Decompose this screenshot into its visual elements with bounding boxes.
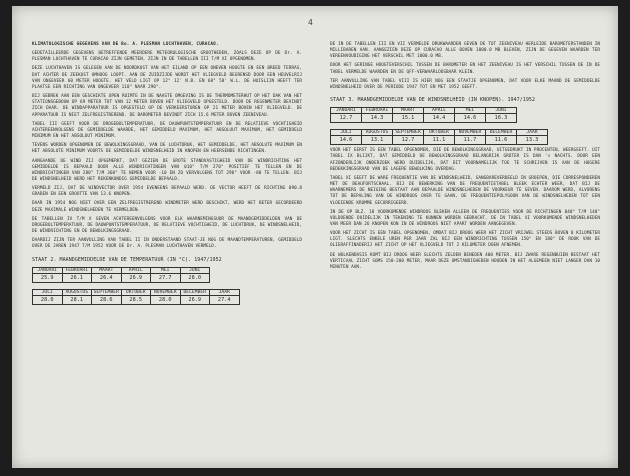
table-cell: 14.3 (362, 114, 393, 123)
windspeed-table (330, 107, 600, 145)
month-header: MAART (92, 267, 122, 273)
paragraph: IN DE OP BLZ. 18 VOORKOMENDE WINDROOS BLEKEN ALLEEN DE FREQUENTIES VOOR DE RICHTINGEN 040° T/M 140° VOLDOENDE DUIDELIJK IN TEKENING TE KUNNEN WORDEN GEBRACHT. DE IN TABEL XI VOORKOMENDE WINDSNELHEDEN VAN MEER DAN 26 KNOPEN KON IN DE WINDROOS NIET APART WORDEN AANGEGEVEN. (330, 209, 603, 227)
paragraph: DOOR HET GERINGE HOOGTEVERSCHIL TUSSEN DE BAROMETER EN HET ZEENIVEAU IS HET VERSCHIL TUSSEN DE IN DE TABEL VERMELDE WAARDEN EN DE QFF-VERWAARLOOSBAAR KLEIN. (330, 63, 603, 75)
table-cell: 12.7 (393, 136, 424, 145)
month-header: JAAR (517, 130, 548, 136)
table-cell: 14.6 (331, 136, 362, 145)
paragraph: AANGAANDE DE WIND ZIJ OPGEMERKT, DAT GEZIEN DE GROTE STANDVASTIGHEID VAN DE WINDRICHTING HET GEMIDDELDE IS BEPAALD DOOR ALLE WINDRICHTINGEN VAN 010° T/M 270° POSITIEF TE TELLEN EN DE WINDRICHTINGEN VAN 280° T/M 360° TE NEMEN VOOR -10 EN ZO VERVOLGENS TOT 290° VOOR -80 TE TELLEN. BIJ DE WINDSNELHEID WERD HET REKENKUNDIG GEMIDDELDE BEPAALD. (32, 158, 305, 182)
month-header: JANUARI (331, 108, 362, 114)
table-cell: 15.1 (393, 114, 424, 123)
paragraph: VOOR HET EERST IS EEN TABEL OPGENOMEN, DIE DE BEWOLKINGSGRAAD, UITGEDRUKT IN PROCENTEN, WEERGEEFT. UIT TABEL IX BLIJKT, DAT GEMIDDELD DE BEWOLKINGSGRAAD BELANGRIJK GROTER IS DAN 's NACHTS. DOOR EEN AFZONDERLIJK ONDERZOEK WERD DUIDELIJK, DAT DIT VOORNAMELIJK TOE TE SCHRIJVEN IS AAN DE HOGERE BEDEKKINGSGRAAD VAN DE LAGERE BEWOLKING OVERDAG. (330, 148, 603, 172)
table-cell: 27.7 (151, 273, 181, 282)
month-header: JULI (33, 289, 63, 295)
table-cell: 13.1 (362, 136, 393, 145)
table-cell: 28.1 (62, 295, 92, 304)
paragraph: TABEL III GEEFT VOOR DE DROGEBOLTEMPERATUUR, DE DAUWPUNTSTEMPERATUUR EN DE RELATIEVE VOCHTIGHEID ACHTEREENVOLGENS DE GEMIDDELDE WAARDE, HET GEMIDDELD MAXIMUM, HET ABSOLUUT MAXIMUM, HET GEMIDDELD MINIMUM EN HET ABSOLUUT MINIMUM. (32, 121, 305, 140)
paragraph: DAARBIJ ZIJN TER AANVULLING VAN TABEL II IN ONDERSTAAND STAAT-JE NOG DE MAANDTEMPERATUREN, GEMIDDELD OVER DE JAREN 1947 T/M 1952 VOOR DE Dr. A. PLESMAN LUCHTHAVEN VERMELD. (32, 238, 305, 250)
month-header: APRIL (424, 108, 455, 114)
table-title: STAAT 2. MAANDGEMIDDELDE VAN DE TEMPERATUUR (IN °C). 1947/1952 (32, 256, 222, 263)
paragraph: DE TABELLEN IV T/M X GEVEN ACHTEREENVOLGENS VOOR ELK WAARNEMINGSUUR DE MAANDGEMIDDELDEN VAN DE DROGEBOLTEMPERATUUR, DE DAUWPUNTSTEMPERATUUR, DE RELATIEVE VOCHTIGHEID, DE LUCHTDRUK, DE WINDSNELHEID, DE WINDRICHTING EN DE BEWOLKINGSGRAAD. (32, 216, 305, 235)
table-cell: 28.0 (33, 295, 63, 304)
month-header: NOVEMBER (151, 289, 181, 295)
month-header: SEPTEMBER (92, 289, 122, 295)
table-cell: 27.4 (210, 295, 240, 304)
table-cell: 11.7 (455, 136, 486, 145)
month-header: FEBRUARI (62, 267, 92, 273)
paragraph: TABEL XI GEEFT DE WARE FREQUENTIE VAN DE WINDSNELHEID, GANGBAREVERDEELD IN GROEPEN, DIE CORRESPONDEREN MET DE BEAUFORTSCHAAL. BIJ DE BEWERKING VAN DE FREQUENTIETABEL BLEEK ECHTER WEER, DAT BIJ DE WAARNEMERS DE NEIGING BESTAAT AAN BEPAALDE WINDSNELHEDEN DE VOORKEUR TE GEVEN. DAAROM WERD, ALVORENS TOT DE BEPALING VAN DE WINDROOS OVER TE GAAN, DE FREQUENTIEPOLYGOON VAN DE WINDSNELHEDEN TOT EEN VLOEIENDE KROMME GECORRIGEERD. (330, 175, 603, 206)
table-cell: 11.6 (486, 136, 517, 145)
month-header: AUGUSTUS (362, 130, 393, 136)
month-header: JUNI (486, 108, 517, 114)
table-cell: 28.0 (151, 295, 181, 304)
table-cell: 12.7 (331, 114, 362, 123)
paragraph: BIJ GEBREK AAN EEN GESCHIKTE OPEN RUIMTE IN DE NAASTE OMGEVING IS DE THERMOMETERHUT OP HET DAK VAN HET STATIONSGEBOUW OP 69 METER TOT VAN 12 METER BOVEN HET VLIEGVELD OPGESTELD. DOOR DE REGENMETER BEVINDT ZICH DAAR. DE WINDAPPARATUUR IS OPGESTELD OP DE VERKEERSTOREN OP 21 METER BOVEN HET VLIEGVELD. DE APPARATUUR IS NIET ZELFREGISTREREND. DE BAROMETER BEVINDT ZICH 15.6 METER BOVEN ZEENIVEAU. (32, 94, 305, 118)
month-header: MAART (393, 108, 424, 114)
paragraph: TER AANVULLING VAN TABEL VIII IS HIER NOG EEN STAATJE OPGENOMEN, DAT VOOR ELKE MAAND DE GEMIDDELDE WINDSNELHEID OVER DE PERIODE 1947 TOT EN MET 1952 GEEFT. (330, 78, 603, 90)
table-cell: 26.9 (180, 295, 210, 304)
table-cell: 26.4 (92, 273, 122, 282)
month-header: OKTOBER (121, 289, 151, 295)
paragraph: VERMELD ZIJ, DAT DE WINDVECTOR OVER 1954 EVENEENS BEPAALD WERD. DE VECTOR HEEFT DE RICHTING 090.8 GRADEN EN EEN GROOTTE VAN 13.6 KNOPEN. (32, 186, 305, 198)
document-title: KLIMATOLOGISCHE GEGEVENS VAN DE Bo. A. PLESMAN LUCHTHAVEN, CURACAO. (32, 42, 219, 47)
table-cell: 25.9 (33, 273, 63, 282)
paragraph: VOOR HET ZICHT IS EEN TABEL OPGENOMEN, OMDAT BIJ DROOG WEER HET ZICHT VRIJWEL STEEDS BOVEN 8 KILOMETER LIGT. SLECHTS ENKELE UREN PER JAAR ZAL BIJ EEN WINDRICHTING TUSSEN 150° EN 180° DE ROOK VAN DE OLIERAFFINADERIJ HET ZICHT OP HET VLIEGVELD TOT 2 KILOMETER DOEN AFNEMEN. (330, 231, 603, 249)
table-cell: 11.1 (424, 136, 455, 145)
paragraph: TEVENS WORDEN OPGENOMEN DE BEWOLKINGSGRAAD, VAN DE LUCHTDRUK, HET GEMIDDELDE, HET ABSOLUTE MAXIMUM EN HET ABSOLUTE MINIMUM VOORTS DE GEMIDDELDE WINDSNELHEID IN KNOPEN EN HEERSENDE RICHTINGEN. (32, 143, 305, 155)
paragraph: DAAR IN 1954 NOG NIET OVER EEN ZELFREGISTREREND WINDMETER WERD BESCHIKT, WERD HET BETER GECORDEERD DEZE MAXIMALE WINDSNELHEDEN TE VERMELDEN. (32, 201, 305, 213)
paragraph: DE WOLKENBASIS KOMT BIJ DROOG WEER SLECHTS ZELDEN BENEDEN 400 METER. BIJ ZWARE REGENBUIEN BESTAAT HET VERTICAAL ZICHT SOMS 150-200 METER, MAAR DEZE OMSTANDIGHEDEN HOUDEN IN HET ALGEMEEN NIET LANGER DAN 10 MINUTEN AAN. (330, 252, 603, 270)
temperature-table (32, 267, 302, 305)
document-page (12, 6, 618, 468)
table-cell: 28.0 (180, 273, 210, 282)
month-header: JANUARI (33, 267, 63, 273)
month-header: DECEMBER (486, 130, 517, 136)
month-header: MEI (455, 108, 486, 114)
table-cell: 14.6 (455, 114, 486, 123)
month-header: NOVEMBER (455, 130, 486, 136)
table-cell: 28.5 (121, 295, 151, 304)
paragraph: GEDETAILLEERDE GEGEVENS BETREFFENDE MEERDERE METEOROLOGISCHE GROOTHEDEN, ZOALS DEZE OP DE Dr. A. PLESMAN LUCHTHAVEN TE CURACAO ZIJN GEMETEN, ZIJN IN DE TABELLEN III T/M XI OPGENOMEN. (32, 51, 305, 63)
month-header: JUNI (180, 267, 210, 273)
page-number: 4 (308, 18, 313, 27)
paragraph: DE IN DE TABELLEN III EN VII VERMELDE DRUKWAARDEN GEVEN DE TOT ZEENIVEAU HERLEIDE BAROMETERSTANDEN IN MILLIBAREN AAN. AANGEZIEN DEZE OP CURACAO ALLE BOVEN 1000.0 MB BLEVEN, ZIJN DE GEGEVEN WAARDEN TER VEREENVOUDIGING HET VERSCHIL MET 1000.0 MB. (330, 42, 603, 60)
table-cell: 28.6 (92, 295, 122, 304)
month-header: JAAR (210, 289, 240, 295)
month-header: AUGUSTUS (62, 289, 92, 295)
right-column (330, 42, 603, 274)
month-header: MEI (151, 267, 181, 273)
month-header: FEBRUARI (362, 108, 393, 114)
month-header: APRIL (121, 267, 151, 273)
month-header: SEPTEMBER (393, 130, 424, 136)
month-header: JULI (331, 130, 362, 136)
table-cell: 13.3 (517, 136, 548, 145)
table-title: STAAT 3. MAANDGEMIDDELDE VAN DE WINDSNELHEID (IN KNOPEN). 1947/1952 (330, 97, 536, 104)
table-cell: 14.4 (424, 114, 455, 123)
table-cell: 26.1 (62, 273, 92, 282)
paragraph: DEZE LUCHTHAVEN IS GELEGEN AAN DE NOORDKUST VAN HET EILAND OP EEN ONEVEN HOOGTE EN EEN BREED TERRAS, DAT ACHTER DE ZEEKUST OMHOOG LOOPT. AAN DE ZUIDZIJDE WORDT HET VLIEGVELD BEGRENSD DOOR EEN HEUVELRIJ VAN ONGEVEER 60 METER HOOGTE. HET VELD LIGT OP 12° 12' N.B. EN 68° 58' W.L. DE HUISLIJN HEEFT TER PLAATSE EEN RICHTING VAN ONGEVEER 110° NAAR 290°. (32, 66, 305, 90)
month-header: DECEMBER (180, 289, 210, 295)
left-column (32, 42, 305, 308)
table-cell: 26.9 (121, 273, 151, 282)
month-header: OKTOBER (424, 130, 455, 136)
table-cell: 16.3 (486, 114, 517, 123)
